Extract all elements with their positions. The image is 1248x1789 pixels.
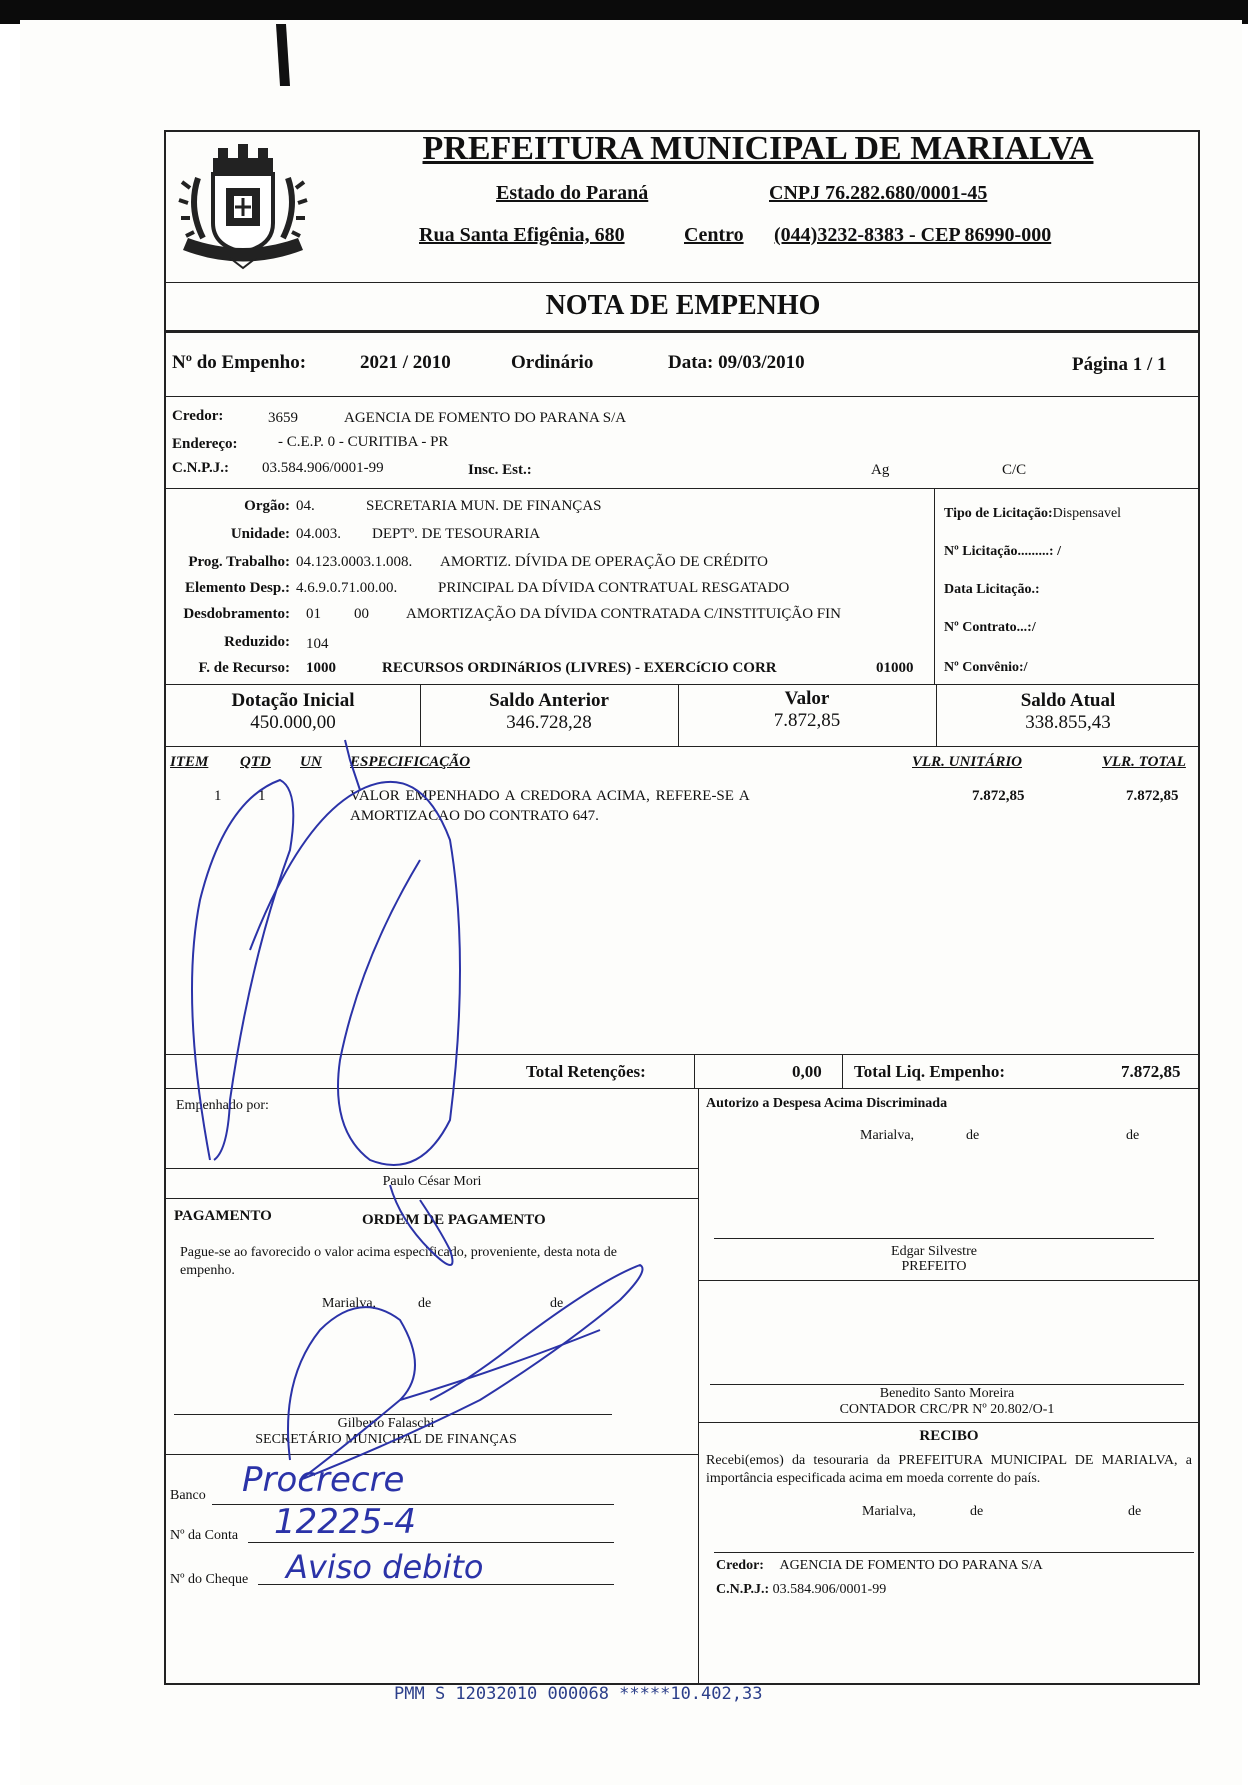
saldo-atual-label: Saldo Atual <box>1020 690 1116 711</box>
tipo-licitacao-label: Tipo de Licitação: <box>944 506 1053 521</box>
numero-licitacao: Nº Licitação.........: / <box>944 544 1061 559</box>
district: Centro <box>684 224 744 246</box>
empenhado-por-label: Empenhado por: <box>176 1098 269 1113</box>
orgao-code: 04. <box>296 498 315 514</box>
orgao-label: Orgão: <box>244 498 290 514</box>
total-liq-value: 7.872,85 <box>1121 1062 1181 1081</box>
cheque-value: Aviso debito <box>286 1548 484 1586</box>
document-title: NOTA DE EMPENHO <box>545 290 821 321</box>
recibo-title: RECIBO <box>919 1428 979 1444</box>
cheque-label: Nº do Cheque <box>170 1572 249 1587</box>
col-qtd: QTD <box>240 754 271 770</box>
nota-de-empenho-form <box>164 130 1200 1685</box>
insc-est-label: Insc. Est.: <box>468 462 532 478</box>
col-especificacao: ESPECIFICAÇÃO <box>350 754 471 770</box>
banco-label: Banco <box>170 1488 206 1503</box>
amount-valor <box>678 688 936 732</box>
orgao-desc: SECRETARIA MUN. DE FINANÇAS <box>366 498 602 514</box>
prefeito-role: PREFEITO <box>901 1259 967 1274</box>
prog-trabalho-label: Prog. Trabalho: <box>188 554 290 570</box>
prog-trabalho-code: 04.123.0003.1.008. <box>296 554 413 570</box>
elemento-code: 4.6.9.0.71.00.00. <box>296 580 398 596</box>
saldo-atual-value: 338.855,43 <box>1025 712 1111 733</box>
valor-value: 7.872,85 <box>773 710 841 731</box>
credor-address: - C.E.P. 0 - CURITIBA - PR <box>278 434 449 450</box>
conta-value: 12225-4 <box>274 1502 417 1542</box>
total-retencoes-value: 0,00 <box>792 1062 822 1081</box>
desdobramento-desc: AMORTIZAÇÃO DA DÍVIDA CONTRATADA C/INSTITUIÇÃO FIN <box>406 606 841 622</box>
item-qtd: 1 <box>258 788 266 804</box>
cc-label: C/C <box>1002 462 1027 478</box>
recurso-label: F. de Recurso: <box>198 660 290 676</box>
credor-code: 3659 <box>268 410 298 426</box>
item-vlr-total: 7.872,85 <box>1126 788 1179 804</box>
unidade-desc: DEPTº. DE TESOURARIA <box>372 526 541 542</box>
dotacao-label: Dotação Inicial <box>231 690 355 711</box>
elemento-desc: PRINCIPAL DA DÍVIDA CONTRATUAL RESGATADO <box>438 580 790 596</box>
street-address: Rua Santa Efigênia, 680 <box>419 224 625 246</box>
unidade-code: 04.003. <box>296 526 341 542</box>
state-name: Estado do Paraná <box>496 182 649 204</box>
saldo-anterior-label: Saldo Anterior <box>489 690 609 711</box>
contador-role: CONTADOR CRC/PR Nº 20.802/O-1 <box>839 1402 1055 1417</box>
pagamento-text: Pague-se ao favorecido o valor acima especificado, proveniente, desta nota de empenho. <box>180 1245 617 1278</box>
amount-saldo-atual <box>936 690 1200 734</box>
conta-label: Nº da Conta <box>170 1528 239 1543</box>
col-vlr-total: VLR. TOTAL <box>1102 754 1186 770</box>
total-liq-label: Total Liq. Empenho: <box>854 1062 1005 1081</box>
secretario-role: SECRETÁRIO MUNICIPAL DE FINANÇAS <box>255 1432 517 1447</box>
credor-cnpj: 03.584.906/0001-99 <box>262 460 384 476</box>
pagamento-city: Marialva, <box>322 1296 377 1311</box>
total-retencoes-label: Total Retenções: <box>526 1062 646 1081</box>
empenho-type: Ordinário <box>511 352 594 373</box>
recibo-cnpj-label: C.N.P.J.: <box>716 1582 770 1597</box>
pagamento-de1: de <box>418 1296 432 1311</box>
col-un: UN <box>300 754 322 770</box>
secretario-name: Gilberto Falaschi <box>337 1416 435 1431</box>
credor-name: AGENCIA DE FOMENTO DO PARANA S/A <box>344 410 627 426</box>
credor-label: Credor: <box>172 408 224 424</box>
ordem-pagamento-title: ORDEM DE PAGAMENTO <box>362 1212 546 1228</box>
pagamento-title: PAGAMENTO <box>174 1208 272 1224</box>
municipal-crest-icon <box>168 138 318 273</box>
ag-label: Ag <box>871 462 890 478</box>
numero-contrato: Nº Contrato...:/ <box>944 620 1036 635</box>
empenho-label: Nº do Empenho: <box>172 352 307 373</box>
desdobramento-label: Desdobramento: <box>183 606 290 622</box>
dotacao-value: 450.000,00 <box>250 712 336 733</box>
page-number: Página 1 / 1 <box>1072 354 1167 375</box>
numero-convenio: Nº Convênio:/ <box>944 660 1028 675</box>
saldo-anterior-value: 346.728,28 <box>506 712 592 733</box>
elemento-label: Elemento Desp.: <box>185 580 290 596</box>
autorizo-de2: de <box>1126 1128 1140 1143</box>
pagamento-de2: de <box>550 1296 564 1311</box>
amount-dotacao <box>166 690 420 734</box>
recurso-code2: 01000 <box>876 660 914 676</box>
recibo-de2: de <box>1128 1504 1142 1519</box>
autorizo-de1: de <box>966 1128 980 1143</box>
autorizo-title: Autorizo a Despesa Acima Discriminada <box>706 1096 948 1111</box>
cnpj-label: C.N.P.J.: <box>172 460 229 476</box>
unidade-label: Unidade: <box>230 526 290 542</box>
contador-name: Benedito Santo Moreira <box>879 1386 1015 1401</box>
recurso-code: 1000 <box>306 660 336 676</box>
item-spec-line1: VALOR EMPENHADO A CREDORA ACIMA, REFERE-SE A <box>350 788 750 804</box>
empenho-number: 2021 / 2010 <box>360 352 451 373</box>
recibo-cnpj-value: 03.584.906/0001-99 <box>772 1582 887 1597</box>
recibo-city: Marialva, <box>862 1504 917 1519</box>
prefeito-name: Edgar Silvestre <box>891 1244 977 1259</box>
desdobramento-code2: 00 <box>354 606 369 622</box>
banco-value: Procrecre <box>242 1460 405 1500</box>
col-vlr-unitario: VLR. UNITÁRIO <box>912 754 1023 770</box>
recibo-credor-label: Credor: <box>716 1558 764 1573</box>
reduzido-code: 104 <box>306 636 329 652</box>
empenho-date: Data: 09/03/2010 <box>668 352 805 373</box>
valor-label: Valor <box>784 688 830 709</box>
item-number: 1 <box>214 788 222 804</box>
phone-cep: (044)3232-8383 - CEP 86990-000 <box>774 224 1052 246</box>
recibo-de1: de <box>970 1504 984 1519</box>
paper-clip-mark <box>270 20 300 90</box>
amount-saldo-anterior <box>420 690 678 734</box>
item-spec-line2: AMORTIZACAO DO CONTRATO 647. <box>350 808 599 824</box>
item-vlr-unitario: 7.872,85 <box>972 788 1025 804</box>
recurso-desc: RECURSOS ORDINáRIOS (LIVRES) - EXERCíCIO CORR <box>382 660 777 676</box>
desdobramento-code1: 01 <box>306 606 321 622</box>
reduzido-label: Reduzido: <box>224 634 290 650</box>
bank-auth-stamp: PMM S 12032010 000068 *****10.402,33 <box>394 1684 763 1704</box>
autorizo-city: Marialva, <box>860 1128 915 1143</box>
recibo-text: Recebi(emos) da tesouraria da PREFEITURA MUNICIPAL DE MARIALVA, a importância especificada acima em moeda corrente do país. <box>706 1453 1192 1486</box>
data-licitacao: Data Licitação.: <box>944 582 1040 597</box>
prefeitura-cnpj: CNPJ 76.282.680/0001-45 <box>769 182 988 204</box>
tipo-licitacao-value: Dispensavel <box>1052 506 1122 521</box>
col-item: ITEM <box>170 754 209 770</box>
prefeitura-title: PREFEITURA MUNICIPAL DE MARIALVA <box>422 130 1094 167</box>
address-label: Endereço: <box>172 436 238 452</box>
recibo-credor-value: AGENCIA DE FOMENTO DO PARANA S/A <box>779 1558 1043 1573</box>
empenhado-por-name: Paulo César Mori <box>382 1174 482 1189</box>
prog-trabalho-desc: AMORTIZ. DÍVIDA DE OPERAÇÃO DE CRÉDITO <box>440 554 768 570</box>
